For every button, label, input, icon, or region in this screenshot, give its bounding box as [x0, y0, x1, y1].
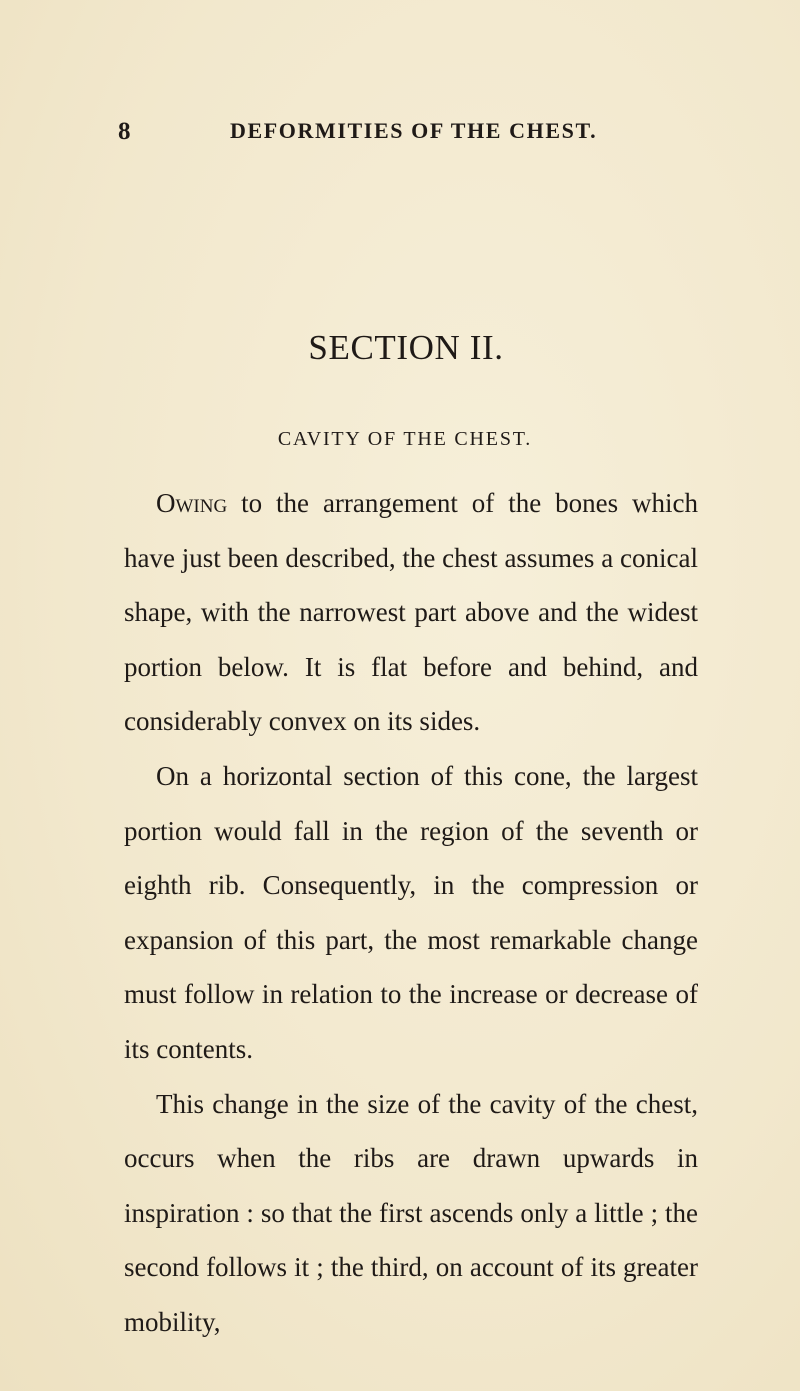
- paragraph-3: This change in the size of the cavity of the chest, occurs when the ribs are drawn upwards in inspiration : so that the first ascends only a little ; the second follows it ; the third, on account of its greater mobility,: [124, 1088, 698, 1337]
- paragraph-1: [124, 476, 698, 749]
- paragraph-2: On a horizontal section of this cone, the largest portion would fall in the region of the seventh or eighth rib. Consequently, in the compression or expansion of this part, the most remarkable change must follow in relation to the increase or decrease of its contents.: [124, 760, 698, 1064]
- paragraph-lead-word: Owing: [156, 488, 228, 518]
- running-title: DEFORMITIES OF THE CHEST.: [230, 118, 598, 143]
- running-head: [0, 118, 800, 148]
- section-heading: SECTION II.: [308, 328, 504, 367]
- body-text: [124, 476, 698, 1350]
- paragraph-text: to the arrangement of the bones which have just been described, the chest assumes a conical shape, with the narrowest part above and the widest portion below. It is flat before and behind, and considerably convex on its sides.: [124, 488, 698, 737]
- page-number: 8: [118, 118, 131, 145]
- section-subheading: CAVITY OF THE CHEST.: [277, 428, 533, 450]
